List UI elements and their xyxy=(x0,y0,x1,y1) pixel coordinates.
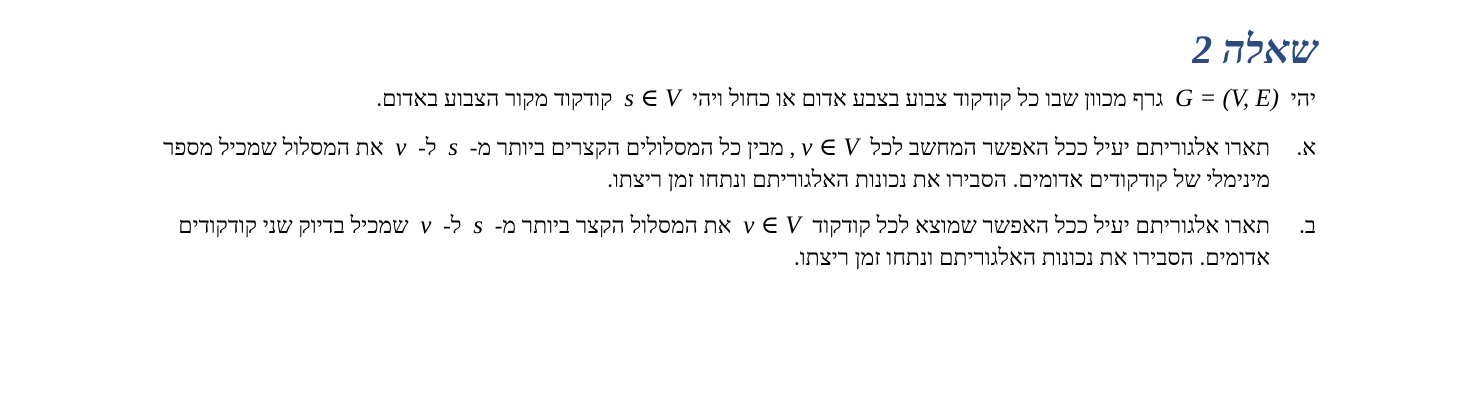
item-b-text-1: תארו אלגוריתם יעיל ככל האפשר שמוצא לכל קודקוד xyxy=(812,213,1270,238)
item-a-text-4: את המסלול שמכיל מספר מינימלי של קודקודים אדומים. הסבירו את נכונות האלגוריתם ונתחו זמן ריצתו. xyxy=(163,135,1270,192)
item-marker-b: ב. xyxy=(1299,213,1316,238)
math-source-vertex: s ∈ V xyxy=(624,85,681,112)
item-b-text-4: שמכיל בדיוק שני קודקודים אדומים. הסבירו את נכונות האלגוריתם ונתחו זמן ריצתו. xyxy=(178,213,1270,270)
item-a-math-v: v xyxy=(395,134,407,161)
item-b-text-3: ל- xyxy=(443,213,462,238)
item-a-text-3: ל- xyxy=(418,135,437,160)
item-a-math-s: s xyxy=(448,134,459,161)
item-b-math-v: v xyxy=(420,212,432,239)
sub-question-b xyxy=(150,210,1320,274)
item-a-math-vertex-set: v ∈ V xyxy=(801,134,859,161)
math-graph-definition: G = (V, E) xyxy=(1175,85,1279,112)
question-intro xyxy=(150,80,1320,118)
intro-text-2: גרף מכוון שבו כל קודקוד צבוע בצבע אדום או כחול ויהי xyxy=(691,86,1164,111)
item-text-b xyxy=(150,210,1270,274)
item-a-text-1: תארו אלגוריתם יעיל ככל האפשר המחשב לכל xyxy=(870,135,1270,160)
item-b-math-s: s xyxy=(473,212,483,239)
item-a-text-2: , מבין כל המסלולים הקצרים ביותר מ- xyxy=(469,135,796,160)
sub-question-a xyxy=(150,132,1320,196)
question-title: שאלה 2 xyxy=(1192,27,1318,72)
intro-text-1: יהי xyxy=(1290,86,1316,111)
question-document xyxy=(150,24,1320,288)
intro-text-3: קודקוד מקור הצבוע באדום. xyxy=(376,86,613,111)
item-text-a xyxy=(150,132,1270,196)
item-b-math-vertex-set: v ∈ V xyxy=(743,212,801,239)
item-marker-a: א. xyxy=(1296,135,1316,160)
item-b-text-2: את המסלול הקצר ביותר מ- xyxy=(494,213,732,238)
sub-questions-list xyxy=(150,132,1320,274)
